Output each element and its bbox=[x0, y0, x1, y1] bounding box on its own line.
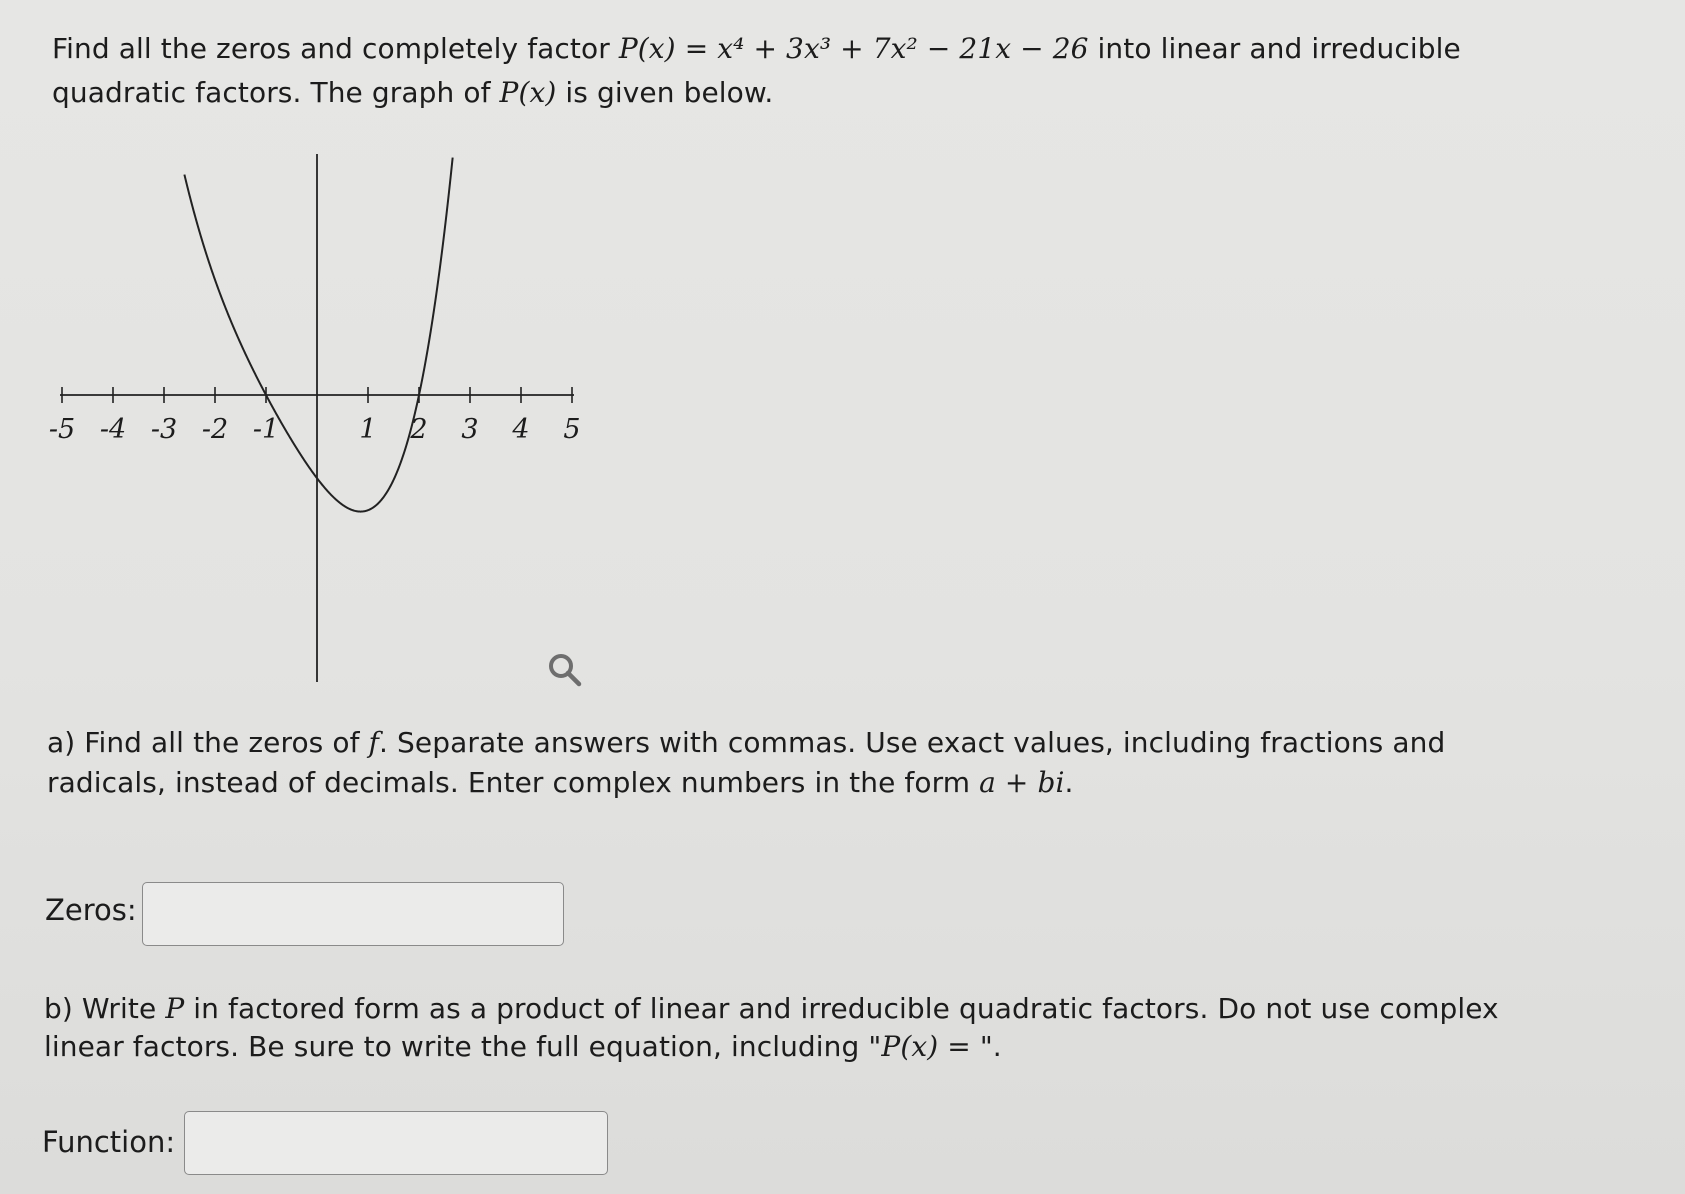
problem-text: into linear and irreducible bbox=[1088, 32, 1461, 65]
polynomial-graph bbox=[40, 148, 600, 688]
part-a-line-2 bbox=[47, 766, 1074, 799]
part-b-line-2 bbox=[44, 1030, 1002, 1063]
problem-statement-line-2 bbox=[52, 76, 773, 109]
function-label: Function: bbox=[42, 1125, 176, 1159]
problem-statement-line-1 bbox=[52, 32, 1461, 65]
part-b-line-1 bbox=[44, 992, 1499, 1025]
part-a-text: radicals, instead of decimals. Enter complex numbers in the form bbox=[47, 766, 980, 799]
complex-form: a + bi bbox=[979, 766, 1065, 799]
part-b-text: in factored form as a product of linear and irreducible quadratic factors. Do not use complex bbox=[184, 992, 1499, 1025]
polynomial-curve bbox=[184, 158, 452, 512]
x-tick-label: 5 bbox=[563, 414, 581, 445]
x-tick-label: -2 bbox=[201, 414, 229, 445]
polynomial-expression: P(x) = x⁴ + 3x³ + 7x² − 21x − 26 bbox=[618, 32, 1089, 65]
x-tick-label: -4 bbox=[99, 414, 127, 445]
part-b-text: ". bbox=[979, 1030, 1002, 1063]
part-a-text: . bbox=[1064, 766, 1074, 799]
function-symbol: P bbox=[165, 992, 185, 1025]
graph-tick-labels bbox=[49, 414, 581, 445]
part-a-text: . Separate answers with commas. Use exact values, including fractions and bbox=[379, 726, 1446, 759]
function-input[interactable] bbox=[184, 1111, 608, 1175]
x-tick-label: 3 bbox=[461, 414, 479, 445]
function-equation: P(x) = bbox=[881, 1030, 980, 1063]
x-tick-label: 2 bbox=[410, 414, 428, 445]
part-b-text: b) Write bbox=[44, 992, 166, 1025]
zeros-label: Zeros: bbox=[45, 893, 137, 927]
function-symbol: f bbox=[368, 726, 380, 759]
problem-text: quadratic factors. The graph of bbox=[52, 76, 500, 109]
x-tick-label: -5 bbox=[48, 414, 76, 445]
x-tick-label: 4 bbox=[512, 414, 530, 445]
x-tick-label: 1 bbox=[359, 414, 377, 445]
function-name: P(x) bbox=[499, 76, 557, 109]
problem-text: is given below. bbox=[556, 76, 774, 109]
x-tick-label: -3 bbox=[150, 414, 178, 445]
x-tick-label: -1 bbox=[252, 414, 280, 445]
zeros-input[interactable] bbox=[142, 882, 564, 946]
part-a-line-1 bbox=[47, 726, 1445, 759]
part-b-text: linear factors. Be sure to write the full equation, including " bbox=[44, 1030, 882, 1063]
part-a-text: a) Find all the zeros of bbox=[47, 726, 369, 759]
magnifier-icon[interactable] bbox=[545, 650, 585, 690]
graph-axes bbox=[60, 154, 574, 682]
problem-text: Find all the zeros and completely factor bbox=[52, 32, 619, 65]
